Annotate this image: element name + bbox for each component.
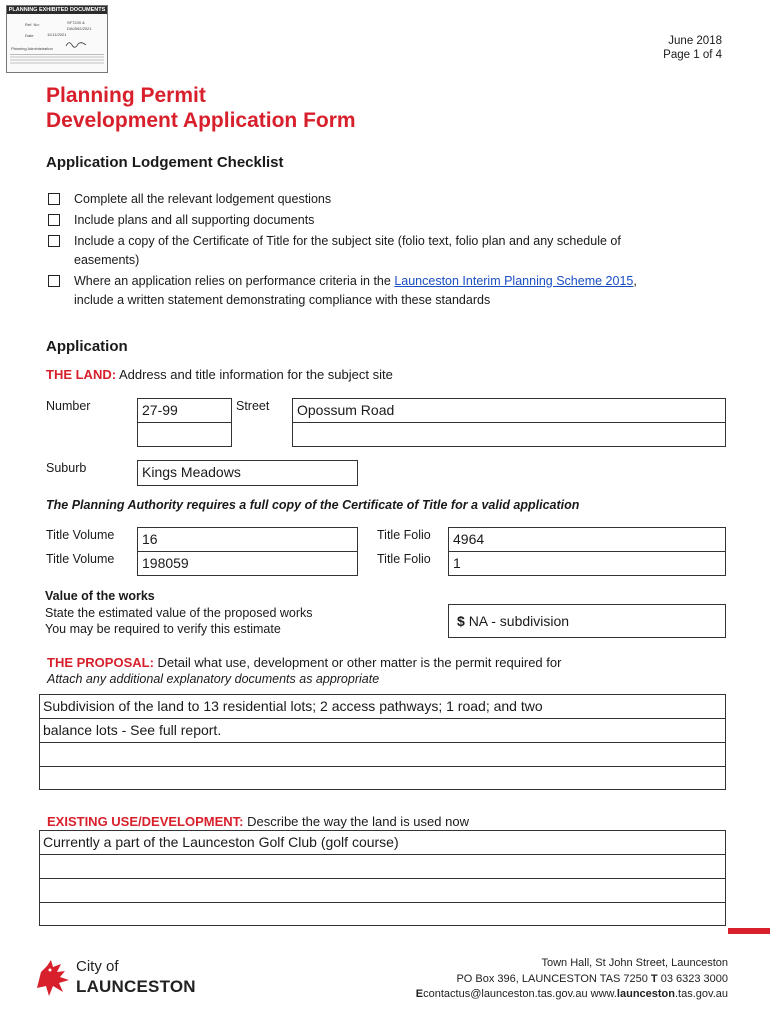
currency-symbol: $ bbox=[457, 613, 465, 629]
checklist-item bbox=[48, 190, 738, 210]
checkbox-icon[interactable] bbox=[48, 275, 60, 287]
document-date: June 2018 bbox=[668, 35, 722, 47]
suburb-label: Suburb bbox=[46, 461, 87, 475]
stamp-signature-icon bbox=[65, 39, 87, 49]
title-folio-field[interactable]: 1 bbox=[448, 551, 726, 576]
checkbox-icon[interactable] bbox=[48, 235, 60, 247]
checklist-item-text: Include plans and all supporting documents bbox=[74, 213, 315, 227]
proposal-line-row bbox=[40, 767, 725, 791]
value-field[interactable] bbox=[448, 604, 726, 638]
planning-exhibited-stamp bbox=[6, 5, 108, 73]
checklist-item-text: Where an application relies on performance criteria in the bbox=[74, 274, 391, 288]
stamp-ref-value2: DA0592/2021 bbox=[67, 26, 92, 31]
proposal-line-row bbox=[40, 743, 725, 767]
number-label: Number bbox=[46, 399, 91, 413]
proposal-text-area[interactable] bbox=[39, 694, 726, 790]
form-title-line1: Planning Permit bbox=[46, 84, 206, 107]
footer-email[interactable]: contactus@launceston.tas.gov.au bbox=[423, 988, 588, 1000]
checklist-item-text-cont: include a written statement demonstrating compliance with these standards bbox=[74, 293, 491, 307]
existing-use-desc: Describe the way the land is used now bbox=[247, 814, 469, 829]
title-folio-label: Title Folio bbox=[377, 552, 431, 566]
form-title bbox=[46, 83, 356, 133]
footer-contact bbox=[416, 956, 728, 1003]
stamp-date-label: Date bbox=[25, 33, 34, 38]
proposal-line bbox=[47, 655, 561, 670]
title-folio-label: Title Folio bbox=[377, 528, 431, 542]
tasmanian-devil-logo-icon bbox=[35, 958, 71, 998]
checklist-item bbox=[48, 272, 738, 312]
proposal-desc: Detail what use, development or other matter is the permit required for bbox=[157, 655, 562, 670]
footer-email-web: Econtactus@launceston.tas.gov.au www.launceston.tas.gov.au bbox=[415, 988, 728, 1000]
checklist-item-text: Complete all the relevant lodgement questions bbox=[74, 192, 332, 206]
checklist-item-text-cont: easements) bbox=[74, 253, 140, 267]
title-volume-field[interactable]: 16 bbox=[137, 527, 358, 552]
checklist-item bbox=[48, 232, 738, 272]
stamp-ref-label: Ref. No: bbox=[25, 22, 40, 27]
the-land-desc: Address and title information for the subject site bbox=[118, 367, 393, 382]
stamp-date-value: 11/11/2021 bbox=[47, 32, 67, 37]
checkbox-icon[interactable] bbox=[48, 193, 60, 205]
title-volume-label: Title Volume bbox=[46, 552, 115, 566]
suburb-field[interactable]: Kings Meadows bbox=[137, 460, 358, 486]
the-land-label: THE LAND: bbox=[46, 367, 117, 382]
existing-use-line bbox=[47, 814, 469, 829]
proposal-line-row: balance lots - See full report. bbox=[40, 719, 725, 743]
form-title-line2: Development Application Form bbox=[46, 109, 356, 132]
checklist-comma: , bbox=[633, 274, 637, 288]
existing-line-row: Currently a part of the Launceston Golf Club (golf course) bbox=[40, 831, 725, 855]
proposal-note: Attach any additional explanatory documents as appropriate bbox=[47, 672, 380, 686]
proposal-line-row: Subdivision of the land to 13 residential lots; 2 access pathways; 1 road; and two bbox=[40, 695, 725, 719]
stamp-fine-print bbox=[10, 54, 104, 68]
footer-address-line1: Town Hall, St John Street, Launceston bbox=[541, 957, 728, 969]
value-amount: NA - subdivision bbox=[468, 613, 570, 629]
stamp-heading: PLANNING EXHIBITED DOCUMENTS bbox=[8, 7, 106, 13]
value-heading: Value of the works bbox=[45, 589, 155, 603]
application-heading: Application bbox=[46, 338, 128, 355]
existing-use-label: EXISTING USE/DEVELOPMENT: bbox=[47, 814, 244, 829]
title-volume-label: Title Volume bbox=[46, 528, 115, 542]
number-field[interactable]: 27-99 bbox=[137, 398, 232, 423]
the-land-line bbox=[46, 367, 393, 382]
logo-name-text: LAUNCESTON bbox=[76, 977, 196, 996]
title-volume-field[interactable]: 198059 bbox=[137, 551, 358, 576]
checklist-heading: Application Lodgement Checklist bbox=[46, 154, 284, 171]
document-date-block bbox=[663, 34, 722, 62]
certificate-note: The Planning Authority requires a full copy of the Certificate of Title for a valid application bbox=[46, 498, 580, 512]
title-folio-field[interactable]: 4964 bbox=[448, 527, 726, 552]
street-field[interactable]: Opossum Road bbox=[292, 398, 726, 423]
footer-website[interactable]: www.launceston.tas.gov.au bbox=[590, 988, 728, 1000]
street-field-2[interactable] bbox=[292, 422, 726, 447]
proposal-label: THE PROPOSAL: bbox=[47, 655, 154, 670]
planning-scheme-link[interactable]: Launceston Interim Planning Scheme 2015 bbox=[394, 274, 634, 288]
value-line1: State the estimated value of the proposed works bbox=[45, 606, 313, 620]
logo-city-text: City of bbox=[76, 958, 119, 975]
footer-accent-bar bbox=[728, 928, 770, 934]
existing-line-row bbox=[40, 879, 725, 903]
stamp-officer-label: Planning Administration bbox=[11, 46, 53, 51]
city-of-launceston-logo bbox=[35, 956, 215, 1002]
checklist-item-text: Include a copy of the Certificate of Title for the subject site (folio text, folio plan and any schedule of bbox=[74, 234, 621, 248]
existing-use-text-area[interactable] bbox=[39, 830, 726, 926]
checklist-item bbox=[48, 211, 738, 231]
existing-line-row bbox=[40, 903, 725, 927]
stamp-ref-value: SF7239 & bbox=[67, 20, 85, 25]
footer-address-line2: PO Box 396, LAUNCESTON TAS 7250 T 03 6323 3000 bbox=[456, 972, 728, 985]
street-label: Street bbox=[236, 399, 270, 413]
number-field-2[interactable] bbox=[137, 422, 232, 447]
value-line2: You may be required to verify this estimate bbox=[45, 622, 281, 636]
checkbox-icon[interactable] bbox=[48, 214, 60, 226]
page-number: Page 1 of 4 bbox=[663, 49, 722, 61]
existing-line-row bbox=[40, 855, 725, 879]
